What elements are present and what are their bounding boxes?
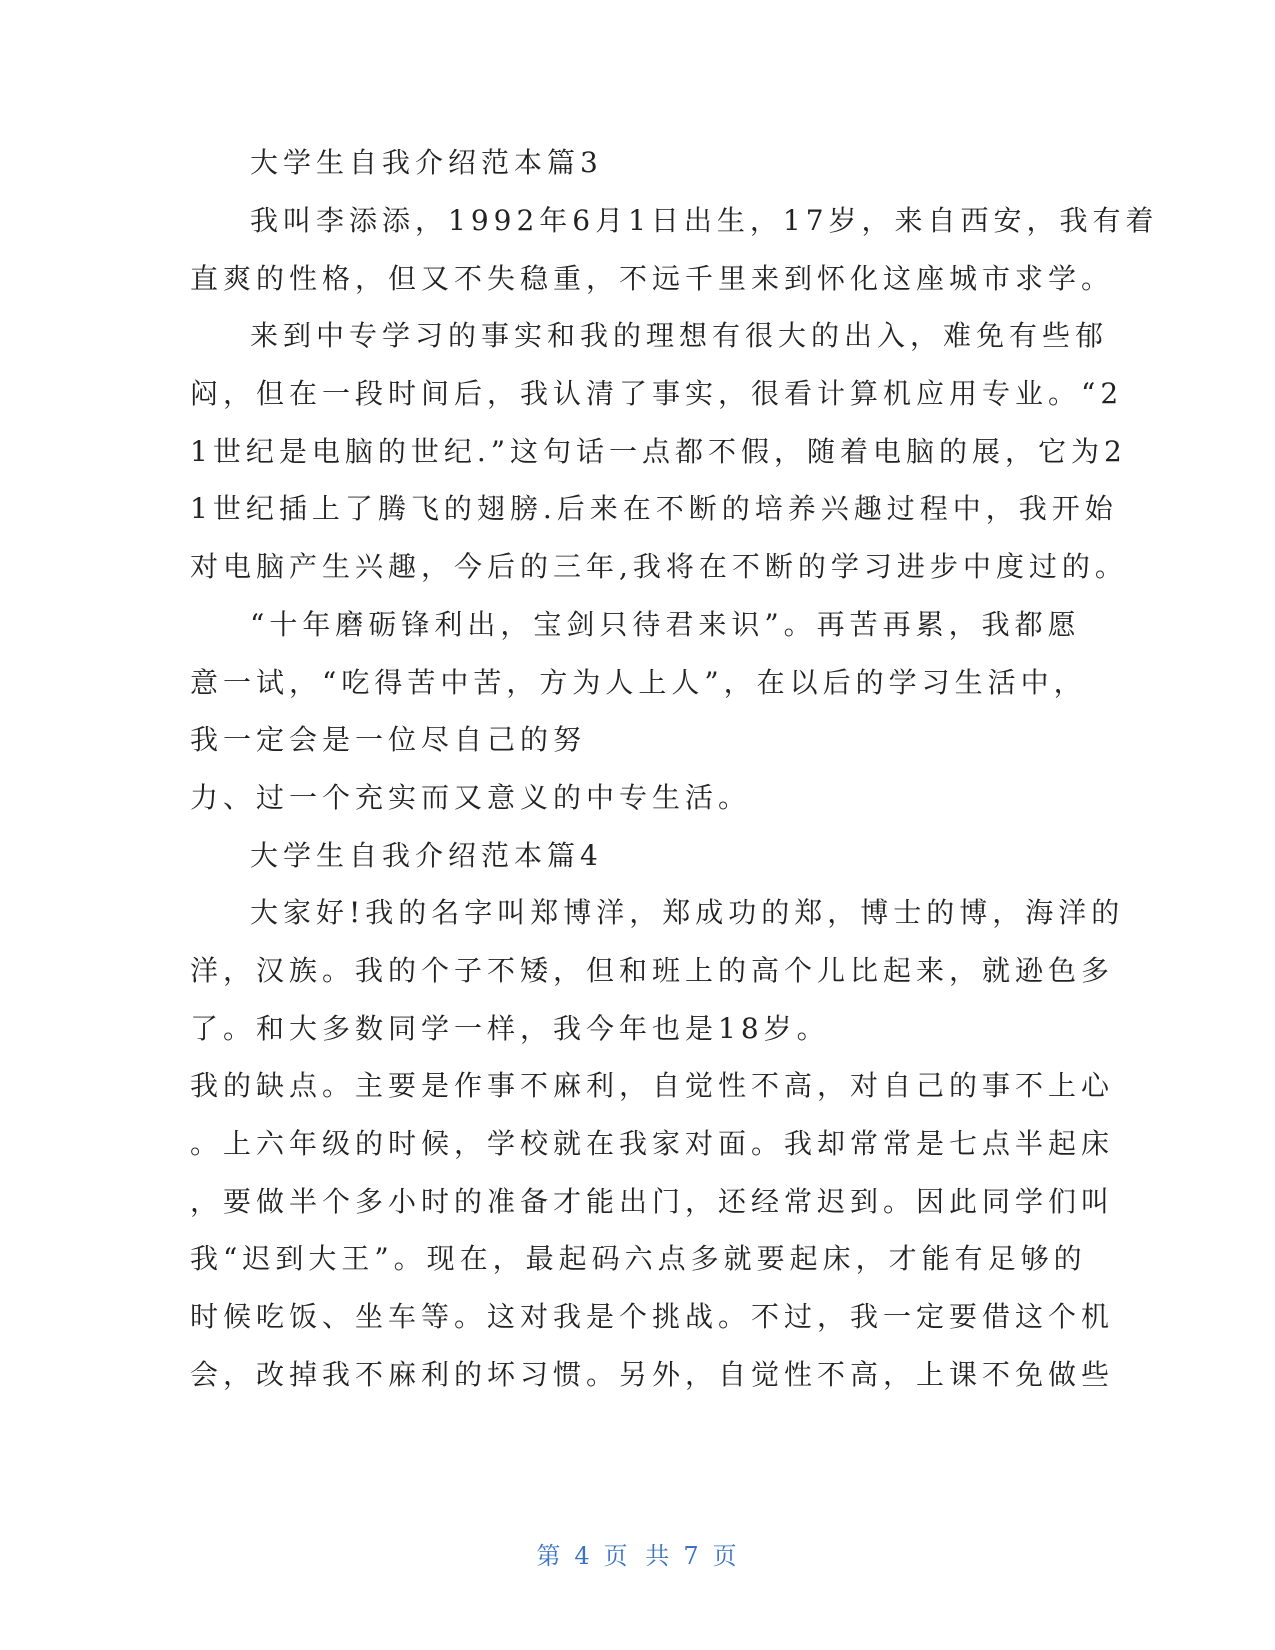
paragraph-line: ，要做半个多小时的准备才能出门，还经常迟到。因此同学们叫 [190,1185,1115,1218]
paragraph-line: 1世纪是电脑的世纪.”这句话一点都不假，随着电脑的展，它为2 [190,435,1127,468]
paragraph-line: 意一试，“吃得苦中苦，方为人上人”，在以后的学习生活中， [190,666,1087,699]
paragraph-line: 大家好!我的名字叫郑博洋，郑成功的郑，博士的博，海洋的 [250,896,1125,929]
paragraph-line: 会，改掉我不麻利的坏习惯。另外，自觉性不高，上课不免做些 [190,1358,1115,1391]
paragraph-line: “十年磨砺锋利出，宝剑只待君来识”。再苦再累，我都愿 [250,608,1081,641]
page-footer [0,1541,1275,1571]
paragraph-line: 对电脑产生兴趣，今后的三年,我将在不断的学习进步中度过的。 [190,550,1128,583]
total-pages-number: 7 [683,1542,701,1570]
paragraph-line: 时候吃饭、坐车等。这对我是个挑战。不过，我一定要借这个机 [190,1300,1115,1333]
paragraph-line: 直爽的性格，但又不失稳重，不远千里来到怀化这座城市求学。 [190,262,1115,295]
footer-prefix: 第 [536,1542,563,1570]
paragraph-line: 力、过一个充实而又意义的中专生活。 [190,781,752,814]
paragraph-line: 我“迟到大王”。现在，最起码六点多就要起床，才能有足够的 [190,1242,1087,1275]
paragraph-line: 。上六年级的时候，学校就在我家对面。我却常常是七点半起床 [190,1127,1115,1160]
paragraph-line: 1世纪插上了腾飞的翅膀.后来在不断的培养兴趣过程中，我开始 [190,492,1118,525]
paragraph-line: 我一定会是一位尽自己的努 [190,723,587,756]
paragraph-line: 闷，但在一段时间后，我认清了事实，很看计算机应用专业。“2 [190,377,1124,410]
footer-suffix: 页 [712,1542,739,1570]
section-heading: 大学生自我介绍范本篇3 [250,146,603,179]
paragraph-line: 我的缺点。主要是作事不麻利，自觉性不高，对自己的事不上心 [190,1069,1115,1102]
paragraph-line: 洋，汉族。我的个子不矮，但和班上的高个儿比起来，就逊色多 [190,954,1115,987]
footer-middle: 页 共 [603,1542,672,1570]
paragraph-line: 我叫李添添，1992年6月1日出生，17岁，来自西安，我有着 [250,204,1159,237]
section-heading: 大学生自我介绍范本篇4 [250,839,603,872]
paragraph-line: 了。和大多数同学一样，我今年也是18岁。 [190,1012,830,1045]
current-page-number: 4 [574,1542,592,1570]
paragraph-line: 来到中专学习的事实和我的理想有很大的出入，难免有些郁 [250,319,1109,352]
